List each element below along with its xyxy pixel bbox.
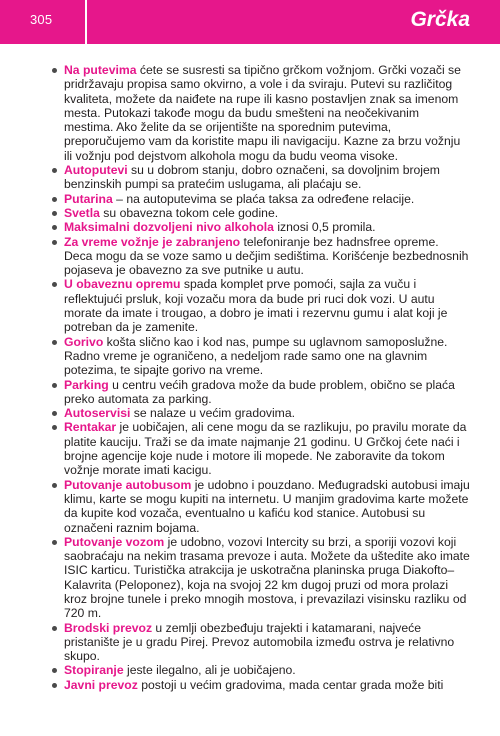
item-text: je udobno, vozovi Intercity su brzi, a sporiji vozovi koji saobraćaju na nekim trasama prevoze i auta. Možete da uštedite ako imate ISIC karticu. Turistička atrakcija je uskotračna planinska pruga Diakofto–Kalavrita (Peloponez), koja na svojoj 22 km dugoj pruzi od mora prolazi kroz brojne tunele i preko mnogih mostova, i prevazilazi visinsku razliku od 720 m. — [64, 534, 470, 621]
bullet-icon — [52, 383, 57, 388]
list-item — [52, 535, 470, 621]
bullet-icon — [52, 282, 57, 287]
item-text: košta slično kao i kod nas, pumpe su uglavnom samoposlužne. Radno vreme je ograničeno, a nedeljom rade samo one na glavnim potezima, te sipajte gorivo na vreme. — [64, 334, 448, 378]
item-text: su u dobrom stanju, dobro označeni, sa dovoljnim brojem benzinskih pumpi sa pratećim uslugama, ali plaćaju se. — [64, 163, 440, 192]
page-number: 305 — [30, 12, 53, 27]
item-text: iznosi 0,5 promila. — [273, 220, 376, 235]
item-term: Autoservisi — [64, 406, 131, 421]
item-text: spada komplet prve pomoći, sajla za vuču i reflektujući prsluk, koji vozaču mora da bude pri ruci dok vozi. U autu morate da imate i trougao, a dobro je imati i rezervnu gumu i alat koji je potreban da je zamenite. — [64, 277, 448, 335]
list-item — [52, 478, 470, 535]
bullet-icon — [52, 540, 57, 545]
list-item — [52, 420, 470, 477]
item-text: – na autoputevima se plaća taksa za određene relacije. — [112, 191, 415, 206]
list-item — [52, 63, 470, 163]
travel-tips-list — [52, 63, 470, 692]
item-text: jeste ilegalno, ali je uobičajeno. — [123, 663, 296, 678]
page-header — [0, 0, 500, 44]
list-item — [52, 206, 470, 220]
bullet-icon — [52, 168, 57, 173]
item-text: je udobno i pouzdano. Međugradski autobusi imaju klimu, karte se mogu kupiti na internetu. U manjim gradovima karte možete da kupite kod vozača, eventualno u kafiću kod stanice. Autobusi su označeni raznim bojama. — [64, 477, 470, 535]
item-term: Svetla — [64, 205, 100, 220]
chapter-title: Grčka — [410, 8, 470, 31]
list-item — [52, 235, 470, 278]
item-term: Putovanje vozom — [64, 534, 165, 549]
bullet-icon — [52, 68, 57, 73]
list-item — [52, 163, 470, 192]
bullet-icon — [52, 240, 57, 245]
item-term: Brodski prevoz — [64, 620, 153, 635]
list-item — [52, 678, 470, 692]
item-term: U obaveznu opremu — [64, 277, 181, 292]
item-text: su obavezna tokom cele godine. — [99, 205, 279, 220]
list-item — [52, 663, 470, 677]
item-text: ćete se susresti sa tipično grčkom vožnjom. Grčki vozači se pridržavaju propisa samo okvirno, a vole i da sviraju. Putevi su različitog kvaliteta, možete da naiđete na rupe ili kasno postavljen znak sa imenom mesta. Putokazi takođe mogu da budu smešteni na neočekivanim mestima. Ako želite da se orijentište na sporednim putevima, preporučujemo vam da koristite mapu ili navigaciju. Kazne za brzu vožnju ili vožnju pod dejstvom alkohola mogu da budu veoma visoke. — [64, 63, 461, 163]
item-term: Javni prevoz — [64, 677, 138, 692]
item-text: u zemlji obezbeđuju trajekti i katamarani, najveće pristanište je u gradu Pirej. Prevoz automobila između ostrva je relativno skupo. — [64, 620, 455, 664]
item-term: Parking — [64, 377, 109, 392]
item-text: je uobičajen, ali cene mogu da se razlikuju, po pravilu morate da platite kauciju. Traži se da imate najmanje 21 godinu. U Grčkoj ćete naći i brojne agencije koje nude i motore ili mopede. Ne zaboravite da tokom vožnje morate imati kacigu. — [64, 420, 467, 478]
list-item — [52, 621, 470, 664]
item-term: Autoputevi — [64, 163, 128, 178]
item-term: Putarina — [64, 191, 113, 206]
list-item — [52, 406, 470, 420]
item-text: se nalaze u većim gradovima. — [130, 406, 295, 421]
list-item — [52, 378, 470, 407]
item-term: Gorivo — [64, 334, 104, 349]
bullet-icon — [52, 225, 57, 230]
header-divider — [85, 0, 87, 44]
bullet-icon — [52, 197, 57, 202]
list-item — [52, 335, 470, 378]
bullet-icon — [52, 483, 57, 488]
bullet-icon — [52, 668, 57, 673]
item-term: Za vreme vožnje je zabranjeno — [64, 234, 241, 249]
bullet-icon — [52, 411, 57, 416]
item-term: Maksimalni dozvoljeni nivo alkohola — [64, 220, 274, 235]
item-term: Stopiranje — [64, 663, 124, 678]
list-item — [52, 220, 470, 234]
bullet-icon — [52, 340, 57, 345]
item-text: u centru većih gradova može da bude problem, obično se plaća preko automata za parking. — [64, 377, 455, 406]
item-term: Rentakar — [64, 420, 117, 435]
item-text: postoji u većim gradovima, mada centar grada može biti — [137, 677, 444, 692]
bullet-icon — [52, 683, 57, 688]
bullet-icon — [52, 211, 57, 216]
item-term: Na putevima — [64, 63, 137, 77]
list-item — [52, 277, 470, 334]
bullet-icon — [52, 425, 57, 430]
item-term: Putovanje autobusom — [64, 477, 192, 492]
item-text: telefoniranje bez hadnsfree opreme. Deca mogu da se voze samo u dečjim sedištima. Korišćenje bezbednosnih pojaseva je obavezno za sve putnike u autu. — [64, 234, 469, 278]
list-item — [52, 192, 470, 206]
bullet-icon — [52, 626, 57, 631]
